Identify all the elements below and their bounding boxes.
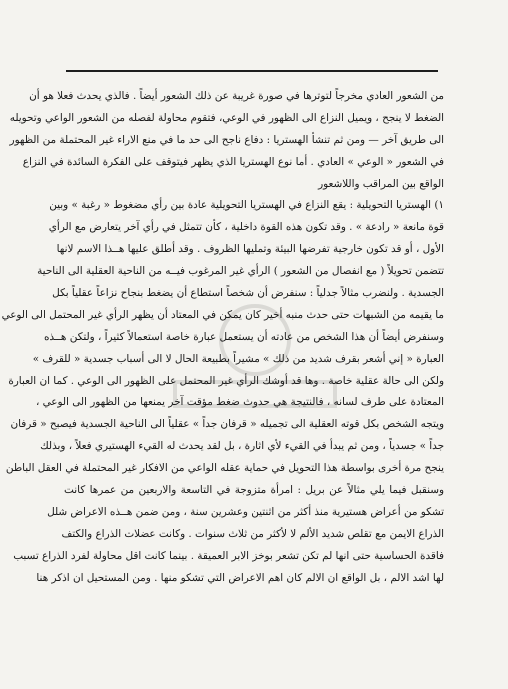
text-line: الأول ، أو قد تكون خارجية تفرضها البيئة وتمليها الظروف . وقد أطلق عليها هــذا الاسم لانها [56, 243, 444, 256]
text-line: المعتادة على طرف لسانه ، فالنتيجة هي حدوث ضغط مؤقت آخر يمنعها من الظهور الى الوعي ، [35, 396, 444, 409]
text-line: ١) الهستريا التحويلية : يقع النزاع في الهستريا التحويلية عادة بين رأي مضغوط « رغبة » وبين [49, 199, 444, 212]
text-line: الواقع بين المراقب واللاشعور [318, 177, 444, 190]
text-line: لها اشد الالم ، بل الواقع ان الالم كان اهم الاعراض التي تشكو منها . ومن المستحيل ان اذكر هنا [36, 571, 444, 584]
text-line: وسنقبل فيما يلي مثالاً عن بريل : امرأة متزوجة في التاسعة والاربعين من عمرها كانت [64, 484, 444, 497]
text-line: في الشعور « الوعي » العادي . أما نوع الهستريا الذي يظهر فيتوقف على الفكرة السائدة في النزاع [22, 155, 444, 168]
text-line: جداً » جسدياً ، ومن ثم يبدأ في القيء لأي اثارة ، بل لقد يحدث له القيء الهستيري فعلاً ، وبذلك [40, 440, 444, 453]
text-line: قوة مانعة « رادعة » . وقد تكون هذه القوة داخلية ، كأن تتمثل في رأي آخر يتعارض مع الرأي [48, 221, 444, 234]
text-line: فاقدة الحساسية حتى انها لم تكن تشعر بوخز الابر العميقة . بينما كانت اقل محاولة لفرد الذراع تسبب [13, 549, 444, 562]
text-line: تتضمن تحويلاً ( مع انفصال من الشعور ) الرأي غير المرغوب فيــه من الناحية العقلية الى الناحية [37, 265, 444, 278]
text-line: ولكن الى حالة عقلية خاصة . وها قد أوشك الرأي غير المحتمل على الظهور الى الوعي . كما ان العبارة [8, 374, 444, 387]
text-line: ينجح مرة أخرى بواسطة هذا التحويل في حماية عقله الواعي من الافكار غير المحتملة في العقل الباطن [5, 462, 444, 475]
body-text [1, 86, 444, 589]
text-line: ما يقيمه من الشبهات حتى حدث منبه أخير كان يمكن في المعتاد أن يظهر الرأي غير المحتمل الى الوعي [1, 308, 444, 321]
text-line: الى طريق آخر — ومن ثم تنشأ الهستريا : دفاع ناجح الى حد ما في منع الاراء غير المحتملة من الظهور [9, 133, 444, 146]
text-line: من الشعور العادي مخرجاً لتوترها في صورة غريبة عن ذلك الشعور أيضاً . فالذي يحدث فعلا هو أن [29, 90, 444, 102]
text-line: الضغط لا ينجح ، ويميل النزاع الى الظهور في الوعي، فتقوم محاولة لفصله من الشعور الواعي وتحويله [9, 111, 444, 124]
text-line: الذراع الايمن مع تقلص شديد الألم لا لأكثر من ثلاث سنوات . وكانت عضلات الذراع والكتف [61, 527, 444, 540]
header-rule [66, 70, 438, 72]
text-line: ويتجه الشخص بكل قوته العقلية الى تجميله « قرفان جداً » عقلياً الى الناحية الجسدية فيصبح « قرفان [10, 418, 444, 431]
text-line: العبارة « إني أشعر بقرف شديد من ذلك » مشيراً بطبيعة الحال لا الى أسباب جسدية « للقرف » [32, 352, 444, 365]
text-line: الجسدية . ولنضرب مثالاً جدلياً : سنفرض أن شخصاً استطاع أن يضغط بنجاح نزاعاً عقلياً بكل [52, 287, 444, 300]
text-line: تشكو من أعراض هستيرية منذ أكثر من اثنتين وعشرين سنة ، ومن ضمن هــذه الاعراض شلل [47, 505, 444, 518]
text-line: وسنفرض أيضاً أن هذا الشخص من عادته أن يستعمل عبارة خاصة استعمالاً كثيراً ، ولتكن هــذه [43, 330, 444, 343]
